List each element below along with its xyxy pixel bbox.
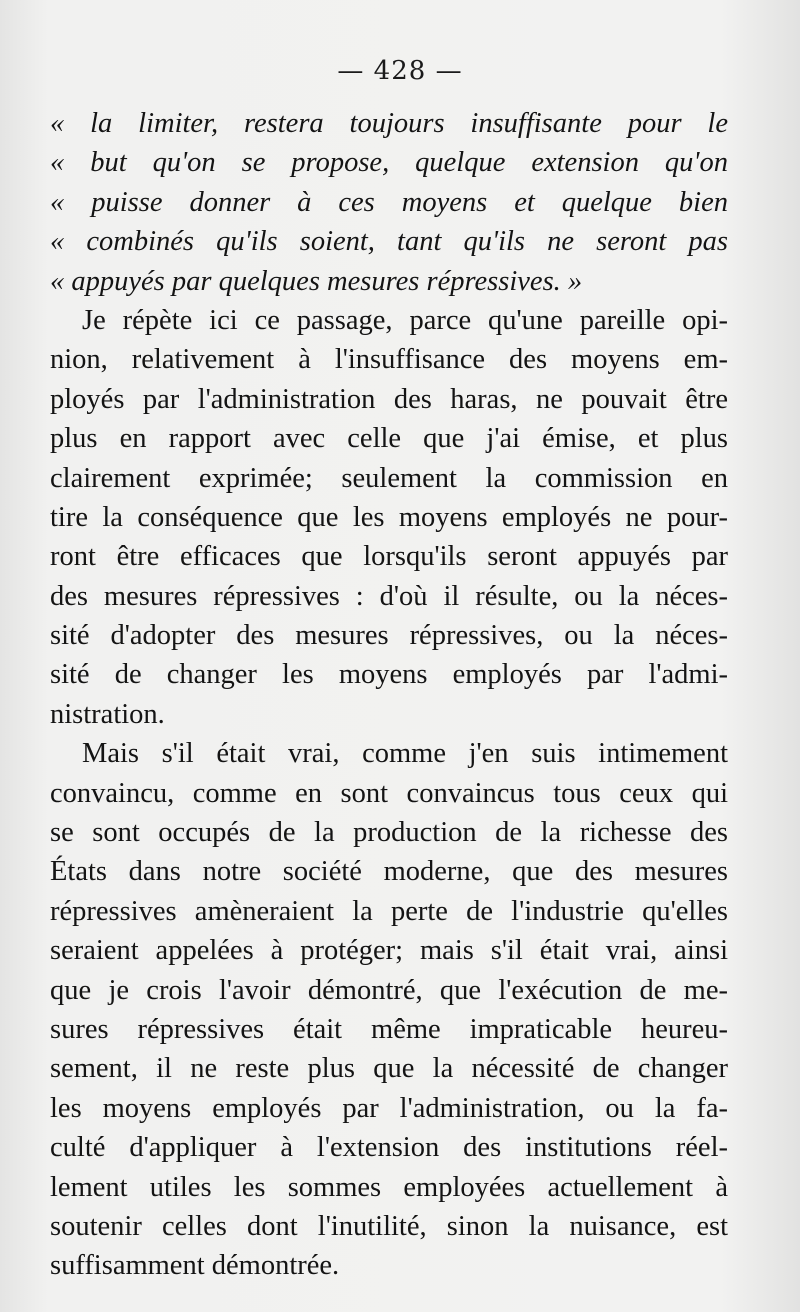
paragraph-line: sures répressives était même impraticable heureu- bbox=[50, 1013, 728, 1045]
quote-line: « appuyés par quelques mesures répressives. » bbox=[50, 265, 583, 297]
paragraph-line: répressives amèneraient la perte de l'industrie qu'elles bbox=[50, 895, 728, 927]
paragraph-line: des mesures répressives : d'où il résulte, ou la néces- bbox=[50, 580, 728, 612]
paragraph-line: seraient appelées à protéger; mais s'il était vrai, ainsi bbox=[50, 935, 728, 967]
paragraph-line: sité de changer les moyens employés par l'admi- bbox=[50, 659, 728, 691]
paragraph-line: lement utiles les sommes employées actuellement à bbox=[50, 1171, 728, 1203]
paragraph-line: les moyens employés par l'administration, ou la fa- bbox=[50, 1092, 728, 1124]
paragraph-line: clairement exprimée; seulement la commission en bbox=[50, 462, 728, 494]
paragraph-line: soutenir celles dont l'inutilité, sinon la nuisance, est bbox=[50, 1210, 728, 1242]
quote-line: « combinés qu'ils soient, tant qu'ils ne seront pas bbox=[50, 226, 728, 258]
paragraph bbox=[50, 734, 728, 1285]
paragraph-line: plus en rapport avec celle que j'ai émise, et plus bbox=[50, 423, 728, 455]
paragraph-line: nion, relativement à l'insuffisance des moyens em- bbox=[50, 344, 728, 376]
paragraph-line: culté d'appliquer à l'extension des institutions réel- bbox=[50, 1132, 728, 1164]
paragraph-line: sité d'adopter des mesures répressives, ou la néces- bbox=[50, 620, 728, 652]
quote-line: « but qu'on se propose, quelque extension qu'on bbox=[50, 147, 728, 179]
paragraph-line: convaincu, comme en sont convaincus tous ceux qui bbox=[50, 777, 728, 809]
quote-line: « puisse donner à ces moyens et quelque bien bbox=[50, 186, 728, 218]
paragraph-line: sement, il ne reste plus que la nécessité de changer bbox=[50, 1053, 728, 1085]
paragraph-line: suffisamment démontrée. bbox=[50, 1250, 340, 1282]
page-number: — 428 — bbox=[337, 56, 463, 86]
paragraph-line: tire la conséquence que les moyens employés ne pour- bbox=[50, 501, 728, 533]
paragraph-line: Je répète ici ce passage, parce qu'une pareille opi- bbox=[82, 304, 728, 336]
paragraph-line: ront être efficaces que lorsqu'ils seront appuyés par bbox=[50, 541, 728, 573]
paragraph-line: nistration. bbox=[50, 698, 165, 730]
page-text bbox=[50, 104, 728, 1286]
quote-line: « la limiter, restera toujours insuffisante pour le bbox=[50, 108, 728, 139]
paragraph-line: se sont occupés de la production de la richesse des bbox=[50, 817, 728, 849]
paragraph-line: Mais s'il était vrai, comme j'en suis intimement bbox=[82, 738, 728, 770]
quote-block bbox=[50, 104, 728, 301]
paragraph-line: ployés par l'administration des haras, ne pouvait être bbox=[50, 383, 728, 415]
paragraph-line: États dans notre société moderne, que des mesures bbox=[50, 856, 728, 888]
paragraph-line: que je crois l'avoir démontré, que l'exécution de me- bbox=[50, 974, 728, 1006]
paragraph bbox=[50, 301, 728, 734]
